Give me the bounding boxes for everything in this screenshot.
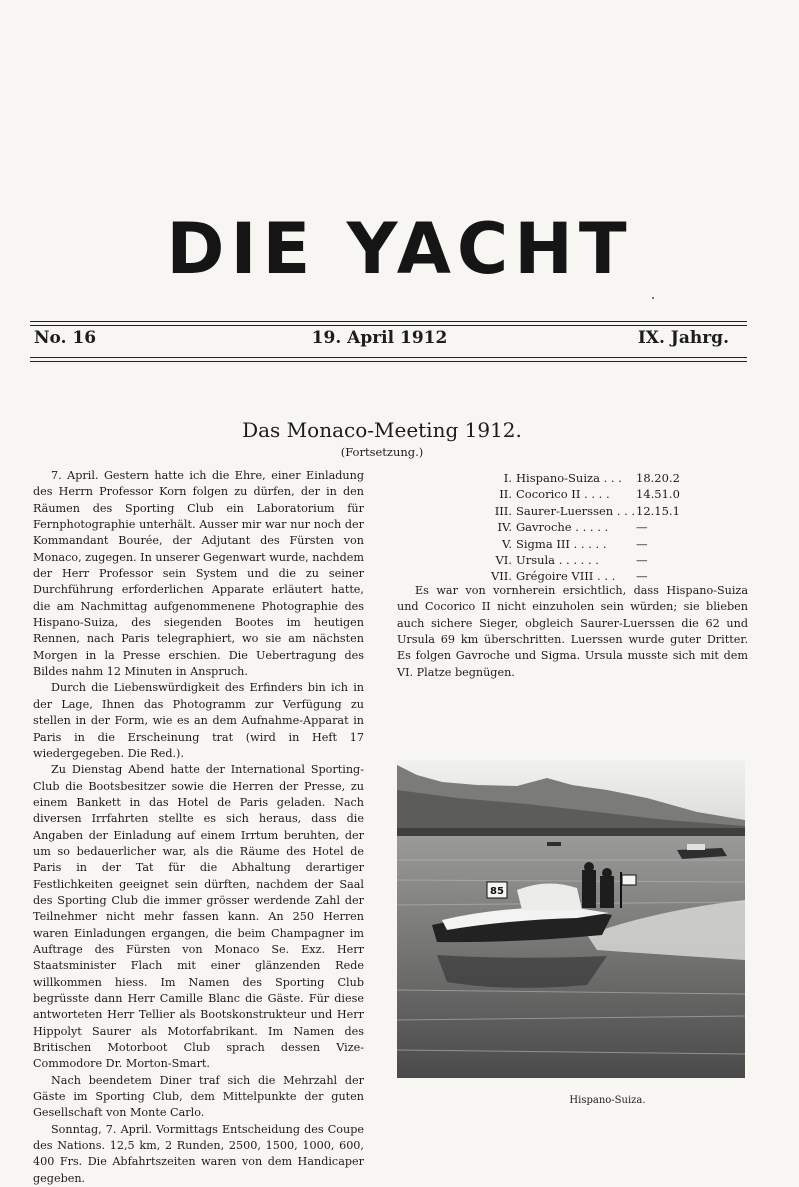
result-row: [412, 536, 682, 552]
header-rule-bottom: [30, 357, 747, 358]
result-time: —: [636, 536, 648, 551]
result-time: —: [636, 569, 648, 584]
result-boat: Grégoire VIII . . .: [516, 569, 616, 584]
result-boat: Saurer-Luerssen . . .: [516, 503, 636, 518]
article-title: Das Monaco-Meeting 1912.: [242, 418, 522, 442]
paragraph: Zu Dienstag Abend hatte der International Sporting-Club die Bootsbesitzer sowie die Herren der Presse, zu einem Bankett in das Hotel de Paris geladen. Nach diversen Irrfahrten stellte es sich heraus, dass die Angaben der Einladung auf einem Irrtum beruhten, der um so bedauerlicher war, als die Räume des Hotel de Paris in der Tat für die Abhaltung derartiger Festlichkeiten geeignet sein dürften, nachdem der Saal des Sporting Club die immer grösser werdende Zahl der Teilnehmer nicht mehr fassen kann. An 250 Herren waren Einladungen ergangen, die beim Champagner im Auftrage des Fürsten von Monaco Se. Exz. Herr Staatsminister Flach mit einer glänzenden Rede willkommen hiess. Im Namen des Sporting Club begrüsste dann Herr Camille Blanc die Gäste. Für diese antworteten Herr Tellier als Bootskonstrukteur und Herr Hippolyt Saurer als Motorfabrikant. Im Namen des Britischen Motorboot Club sprach dessen Vize-Commodore Dr. Morton-Smart.: [33, 763, 364, 1071]
result-time: —: [636, 552, 648, 567]
result-row: [412, 486, 682, 502]
result-place: I.: [503, 471, 512, 485]
result-place: II.: [499, 487, 512, 502]
result-place: VII.: [490, 569, 512, 584]
article-right-column: [397, 583, 748, 681]
result-row: [412, 552, 682, 568]
header-rule-top-2: [30, 325, 747, 326]
boat-photo: [397, 760, 745, 1078]
result-row: [412, 503, 682, 519]
result-boat: Sigma III . . . . .: [516, 536, 607, 551]
masthead-title: DIE YACHT: [166, 208, 633, 290]
header-rule-top: [30, 321, 747, 322]
paragraph: Sonntag, 7. April. Vormittags Entscheidung des Coupe des Nations. 12,5 km, 2 Runden, 2500, 1500, 1000, 600, 400 Frs. Die Abfahrtszeiten waren von dem Handicaper gegeben.: [33, 1122, 364, 1185]
result-time: —: [636, 520, 648, 535]
result-boat: Cocorico II . . . .: [516, 487, 610, 502]
result-place: III.: [494, 503, 512, 518]
header-rule-bottom-2: [30, 361, 747, 362]
result-row: [412, 470, 682, 486]
result-time: 14.51.0: [636, 487, 680, 502]
result-place: V.: [502, 536, 512, 551]
photo-caption: Hispano-Suiza.: [569, 1095, 646, 1106]
result-boat: Ursula . . . . . .: [516, 552, 599, 567]
issue-volume: IX. Jahrg.: [637, 328, 729, 348]
paragraph: Es war von vornherein ersichtlich, dass Hispano-Suiza und Cocorico II nicht einzuholen sein würden; sie blieben auch sichere Sieger, obgleich Saurer-Luerssen die 62 und Ursula 69 km überschritten. Luerssen wurde guter Dritter. Es folgen Gavroche und Sigma. Ursula musste sich mit dem VI. Platze begnügen.: [397, 584, 748, 679]
photo-illustration: [397, 760, 745, 1078]
result-place: VI.: [495, 552, 512, 567]
result-time: 12.15.1: [636, 503, 680, 518]
paragraph: 7. April. Gestern hatte ich die Ehre, einer Einladung des Herrn Professor Korn folgen zu dürfen, der in den Räumen des Sporting Club ein Laboratorium für Fernphotographie unterhält. Ausser mir war nur noch der Kommandant Bourée, der Adjutant des Fürsten von Monaco, zugegen. In unserer Gegenwart wurde, nachdem der Herr Professor sein System und die zu seiner Durchführung erforderlichen Apparate erläutert hatte, die am Nachmittag aufgenommenene Photographie des Hispano-Suiza, des siegenden Bootes im heutigen Rennen, nach Paris telegraphiert, wo sie am nächsten Morgen in la Presse erschien. Die Uebertragung des Bildes nahm 12 Minuten in Anspruch.: [33, 469, 364, 679]
paragraph: Durch die Liebenswürdigkeit des Erfinders bin ich in der Lage, Ihnen das Photogramm zur Verfügung zu stellen in der Form, wie es an dem Aufnahme-Apparat in Paris in die Erscheinung trat (wird in Heft 17 wiedergegeben. Die Red.).: [33, 681, 364, 760]
speck: [652, 297, 654, 299]
result-place: IV.: [497, 520, 512, 535]
race-results-list: [412, 470, 682, 585]
article-left-column: [33, 468, 364, 1187]
paragraph: Nach beendetem Diner traf sich die Mehrzahl der Gäste im Sporting Club, dem Mittelpunkte der guten Gesellschaft von Monte Carlo.: [33, 1073, 364, 1120]
issue-number: No. 16: [34, 328, 97, 348]
result-row: [412, 519, 682, 535]
article-subtitle: (Fortsetzung.): [340, 445, 424, 459]
issue-date: 19. April 1912: [311, 328, 448, 348]
result-time: 18.20.2: [636, 471, 680, 485]
boat-number-label: 85: [490, 886, 504, 897]
result-boat: Hispano-Suiza . . .: [516, 471, 622, 485]
result-boat: Gavroche . . . . .: [516, 520, 609, 535]
